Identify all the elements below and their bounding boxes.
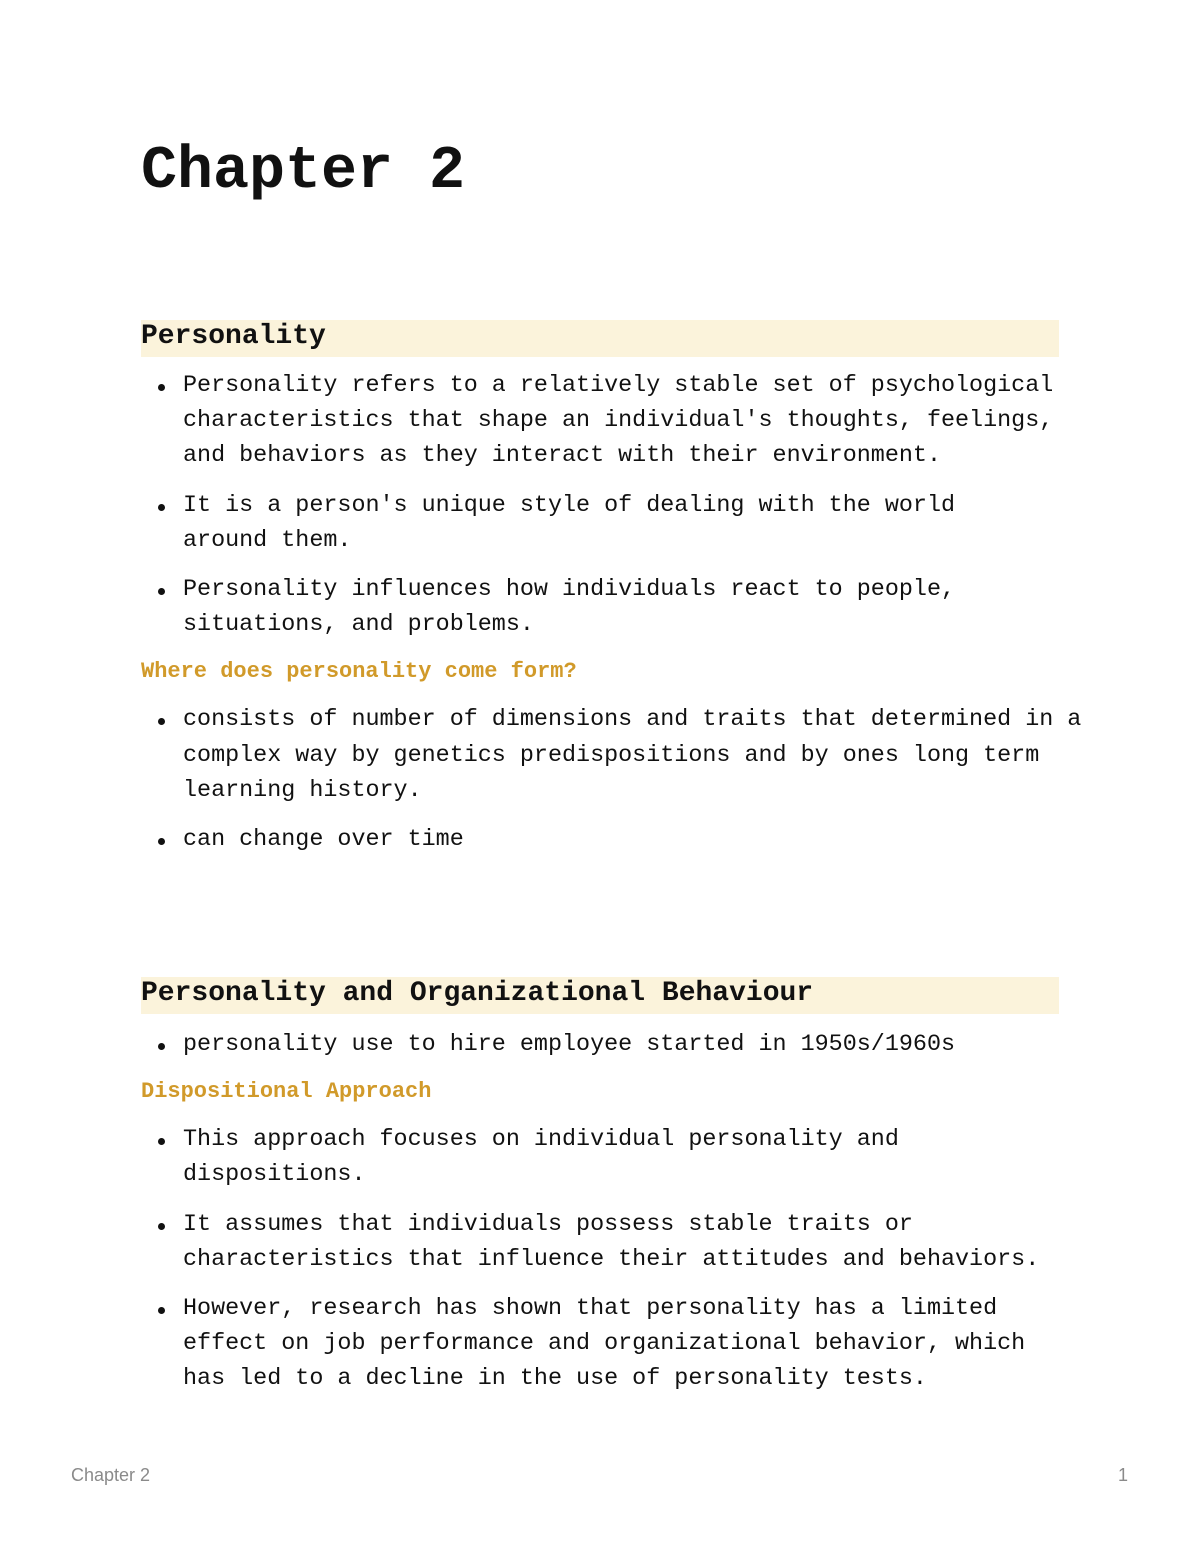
list-item	[141, 823, 1063, 858]
subheading-where-personality: Where does personality come form?	[141, 659, 577, 685]
bullet-list	[141, 703, 1082, 858]
bullet-text: personality use to hire employee started in 1950s/1960s	[183, 1032, 956, 1058]
bullet-text: It is a person's unique style of dealing with the world around them.	[183, 492, 956, 554]
bullet-dot-icon	[158, 384, 165, 391]
bullet-dot-icon	[158, 718, 165, 725]
subheading-dispositional-approach: Dispositional Approach	[141, 1079, 432, 1105]
bullet-dot-icon	[158, 588, 165, 595]
bullet-text: can change over time	[183, 827, 464, 854]
list-item	[141, 489, 983, 559]
list-item	[141, 1208, 1063, 1278]
bullet-dot-icon	[158, 1307, 165, 1314]
bullet-dot-icon	[158, 1223, 165, 1230]
list-item	[141, 1292, 1063, 1398]
bullet-dot-icon	[158, 1138, 165, 1145]
list-item	[141, 573, 983, 643]
bullet-dot-icon	[158, 838, 165, 845]
bullet-list	[141, 1028, 1059, 1063]
list-item	[141, 369, 1088, 475]
section-personality-ob	[141, 977, 1059, 1412]
bullet-text: Personality refers to a relatively stable set of psychological characteristics that shape an individual's thoughts, feelings, and behaviors as they interact with their environment.	[183, 373, 1054, 470]
list-item	[141, 1123, 943, 1193]
list-item	[141, 1028, 1063, 1063]
section-heading-personality-ob: Personality and Organizational Behaviour	[141, 977, 1059, 1014]
bullet-text: This approach focuses on individual personality and dispositions.	[183, 1127, 899, 1189]
chapter-title: Chapter 2	[141, 138, 466, 206]
section-personality	[141, 320, 1082, 872]
list-item	[141, 703, 1088, 809]
bullet-text: Personality influences how individuals react to people, situations, and problems.	[183, 577, 956, 639]
bullet-list	[141, 369, 1059, 643]
bullet-dot-icon	[158, 1043, 165, 1050]
bullet-text: However, research has shown that personality has a limited effect on job performance and organizational behavior, which has led to a decline in the use of personality tests.	[183, 1296, 1026, 1393]
footer-page-number: 1	[1118, 1465, 1129, 1485]
bullet-text: consists of number of dimensions and traits that determined in a complex way by genetics predispositions and by ones long term learning history.	[183, 707, 1082, 804]
section-heading-personality: Personality	[141, 320, 1059, 357]
bullet-list	[141, 1123, 1059, 1397]
bullet-dot-icon	[158, 504, 165, 511]
bullet-text: It assumes that individuals possess stable traits or characteristics that influence their attitudes and behaviors.	[183, 1211, 1040, 1273]
footer-chapter-label: Chapter 2	[71, 1465, 151, 1485]
